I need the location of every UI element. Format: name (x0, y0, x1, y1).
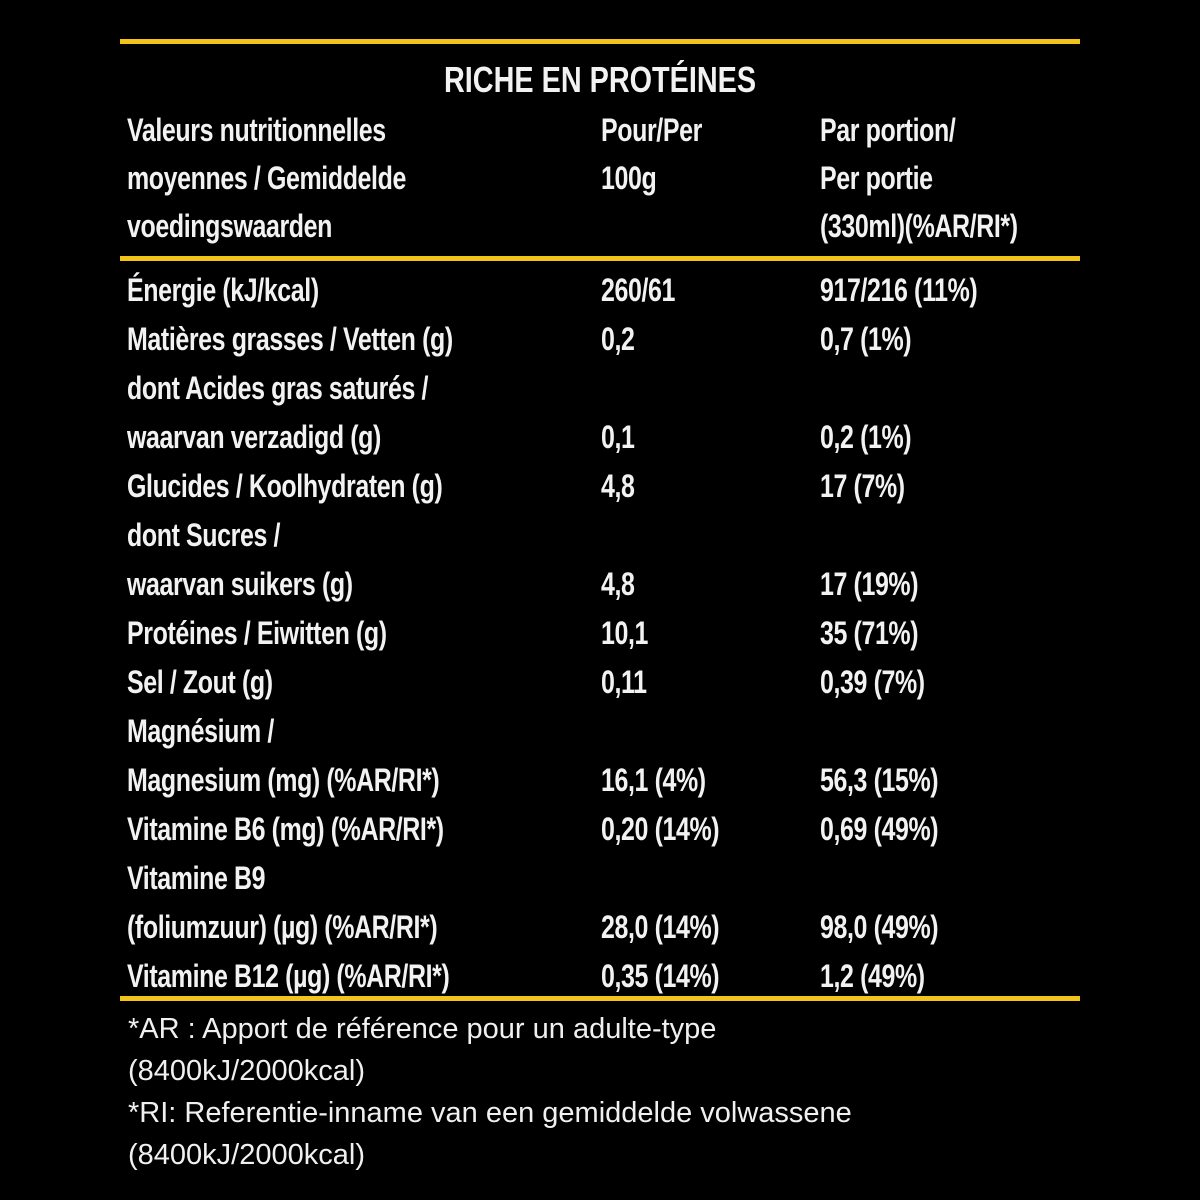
nutrient-label: Magnésium / (127, 713, 274, 749)
footnote-line: (8400kJ/2000kcal) (128, 1139, 365, 1171)
nutrient-label: (foliumzuur) (µg) (%AR/RI*) (127, 909, 438, 945)
table-row (0, 756, 1200, 805)
header-portion-column (820, 106, 1073, 250)
nutrient-label: dont Sucres / (127, 517, 281, 553)
value-per-100g: 0,2 (601, 321, 635, 357)
nutrient-label: dont Acides gras saturés / (127, 370, 429, 406)
value-per-100g: 260/61 (601, 272, 676, 308)
header-per100-line: 100g (601, 160, 657, 196)
value-per-portion: 0,7 (1%) (820, 321, 912, 357)
table-row (0, 805, 1200, 854)
table-row (0, 560, 1200, 609)
value-per-100g: 0,20 (14%) (601, 811, 720, 847)
table-row (0, 511, 1200, 560)
footnote-ri (128, 1092, 1088, 1176)
header-portion-line: Per portie (820, 160, 933, 196)
table-row (0, 609, 1200, 658)
nutrient-label: Vitamine B12 (µg) (%AR/RI*) (127, 958, 450, 994)
panel-title (0, 56, 1200, 104)
footnotes (128, 1008, 1088, 1176)
value-per-portion: 917/216 (11%) (820, 272, 978, 308)
top-divider (120, 39, 1080, 44)
footnote-line: (8400kJ/2000kcal) (128, 1055, 365, 1087)
bottom-divider (120, 996, 1080, 1001)
value-per-portion: 56,3 (15%) (820, 762, 939, 798)
nutrient-label: Magnesium (mg) (%AR/RI*) (127, 762, 440, 798)
value-per-portion: 1,2 (49%) (820, 958, 925, 994)
table-row (0, 315, 1200, 364)
table-row (0, 707, 1200, 756)
header-nutrient-line: moyennes / Gemiddelde (127, 160, 406, 196)
table-row (0, 854, 1200, 903)
value-per-100g: 0,11 (601, 664, 647, 700)
value-per-portion: 0,39 (7%) (820, 664, 925, 700)
value-per-100g: 4,8 (601, 566, 635, 602)
table-row (0, 413, 1200, 462)
value-per-100g: 28,0 (14%) (601, 909, 720, 945)
nutrient-label: Protéines / Eiwitten (g) (127, 615, 387, 651)
value-per-100g: 0,1 (601, 419, 635, 455)
panel-title-text: RICHE EN PROTÉINES (443, 59, 757, 100)
table-row (0, 266, 1200, 315)
nutrient-label: Matières grasses / Vetten (g) (127, 321, 453, 357)
nutrient-label: waarvan suikers (g) (127, 566, 353, 602)
header-nutrient-line: voedingswaarden (127, 208, 332, 244)
header-portion-line: Par portion/ (820, 112, 956, 148)
value-per-100g: 16,1 (4%) (601, 762, 706, 798)
header-divider (120, 256, 1080, 261)
header-per100-line: Pour/Per (601, 112, 702, 148)
header-portion-line: (330ml)(%AR/RI*) (820, 208, 1018, 244)
value-per-portion: 17 (19%) (820, 566, 919, 602)
nutrient-rows (0, 266, 1200, 1001)
value-per-portion: 98,0 (49%) (820, 909, 939, 945)
header-nutrient-column (127, 106, 485, 250)
value-per-100g: 0,35 (14%) (601, 958, 720, 994)
nutrient-label: Énergie (kJ/kcal) (127, 272, 319, 308)
header-nutrient-line: Valeurs nutritionnelles (127, 112, 386, 148)
value-per-100g: 10,1 (601, 615, 649, 651)
value-per-portion: 0,2 (1%) (820, 419, 912, 455)
table-row (0, 462, 1200, 511)
nutrient-label: Vitamine B6 (mg) (%AR/RI*) (127, 811, 444, 847)
nutrient-label: Vitamine B9 (127, 860, 266, 896)
nutrient-label: Sel / Zout (g) (127, 664, 273, 700)
header-per100-column (601, 106, 730, 202)
nutrient-label: waarvan verzadigd (g) (127, 419, 381, 455)
value-per-portion: 35 (71%) (820, 615, 919, 651)
table-row (0, 903, 1200, 952)
nutrient-label: Glucides / Koolhydraten (g) (127, 468, 443, 504)
footnote-ar (128, 1008, 1088, 1092)
value-per-portion: 17 (7%) (820, 468, 905, 504)
value-per-100g: 4,8 (601, 468, 635, 504)
value-per-portion: 0,69 (49%) (820, 811, 939, 847)
footnote-line: *AR : Apport de référence pour un adulte-type (128, 1013, 717, 1045)
table-row (0, 364, 1200, 413)
table-row (0, 952, 1200, 1001)
table-row (0, 658, 1200, 707)
table-header (0, 106, 1200, 256)
footnote-line: *RI: Referentie-inname van een gemiddelde volwassene (128, 1097, 852, 1129)
